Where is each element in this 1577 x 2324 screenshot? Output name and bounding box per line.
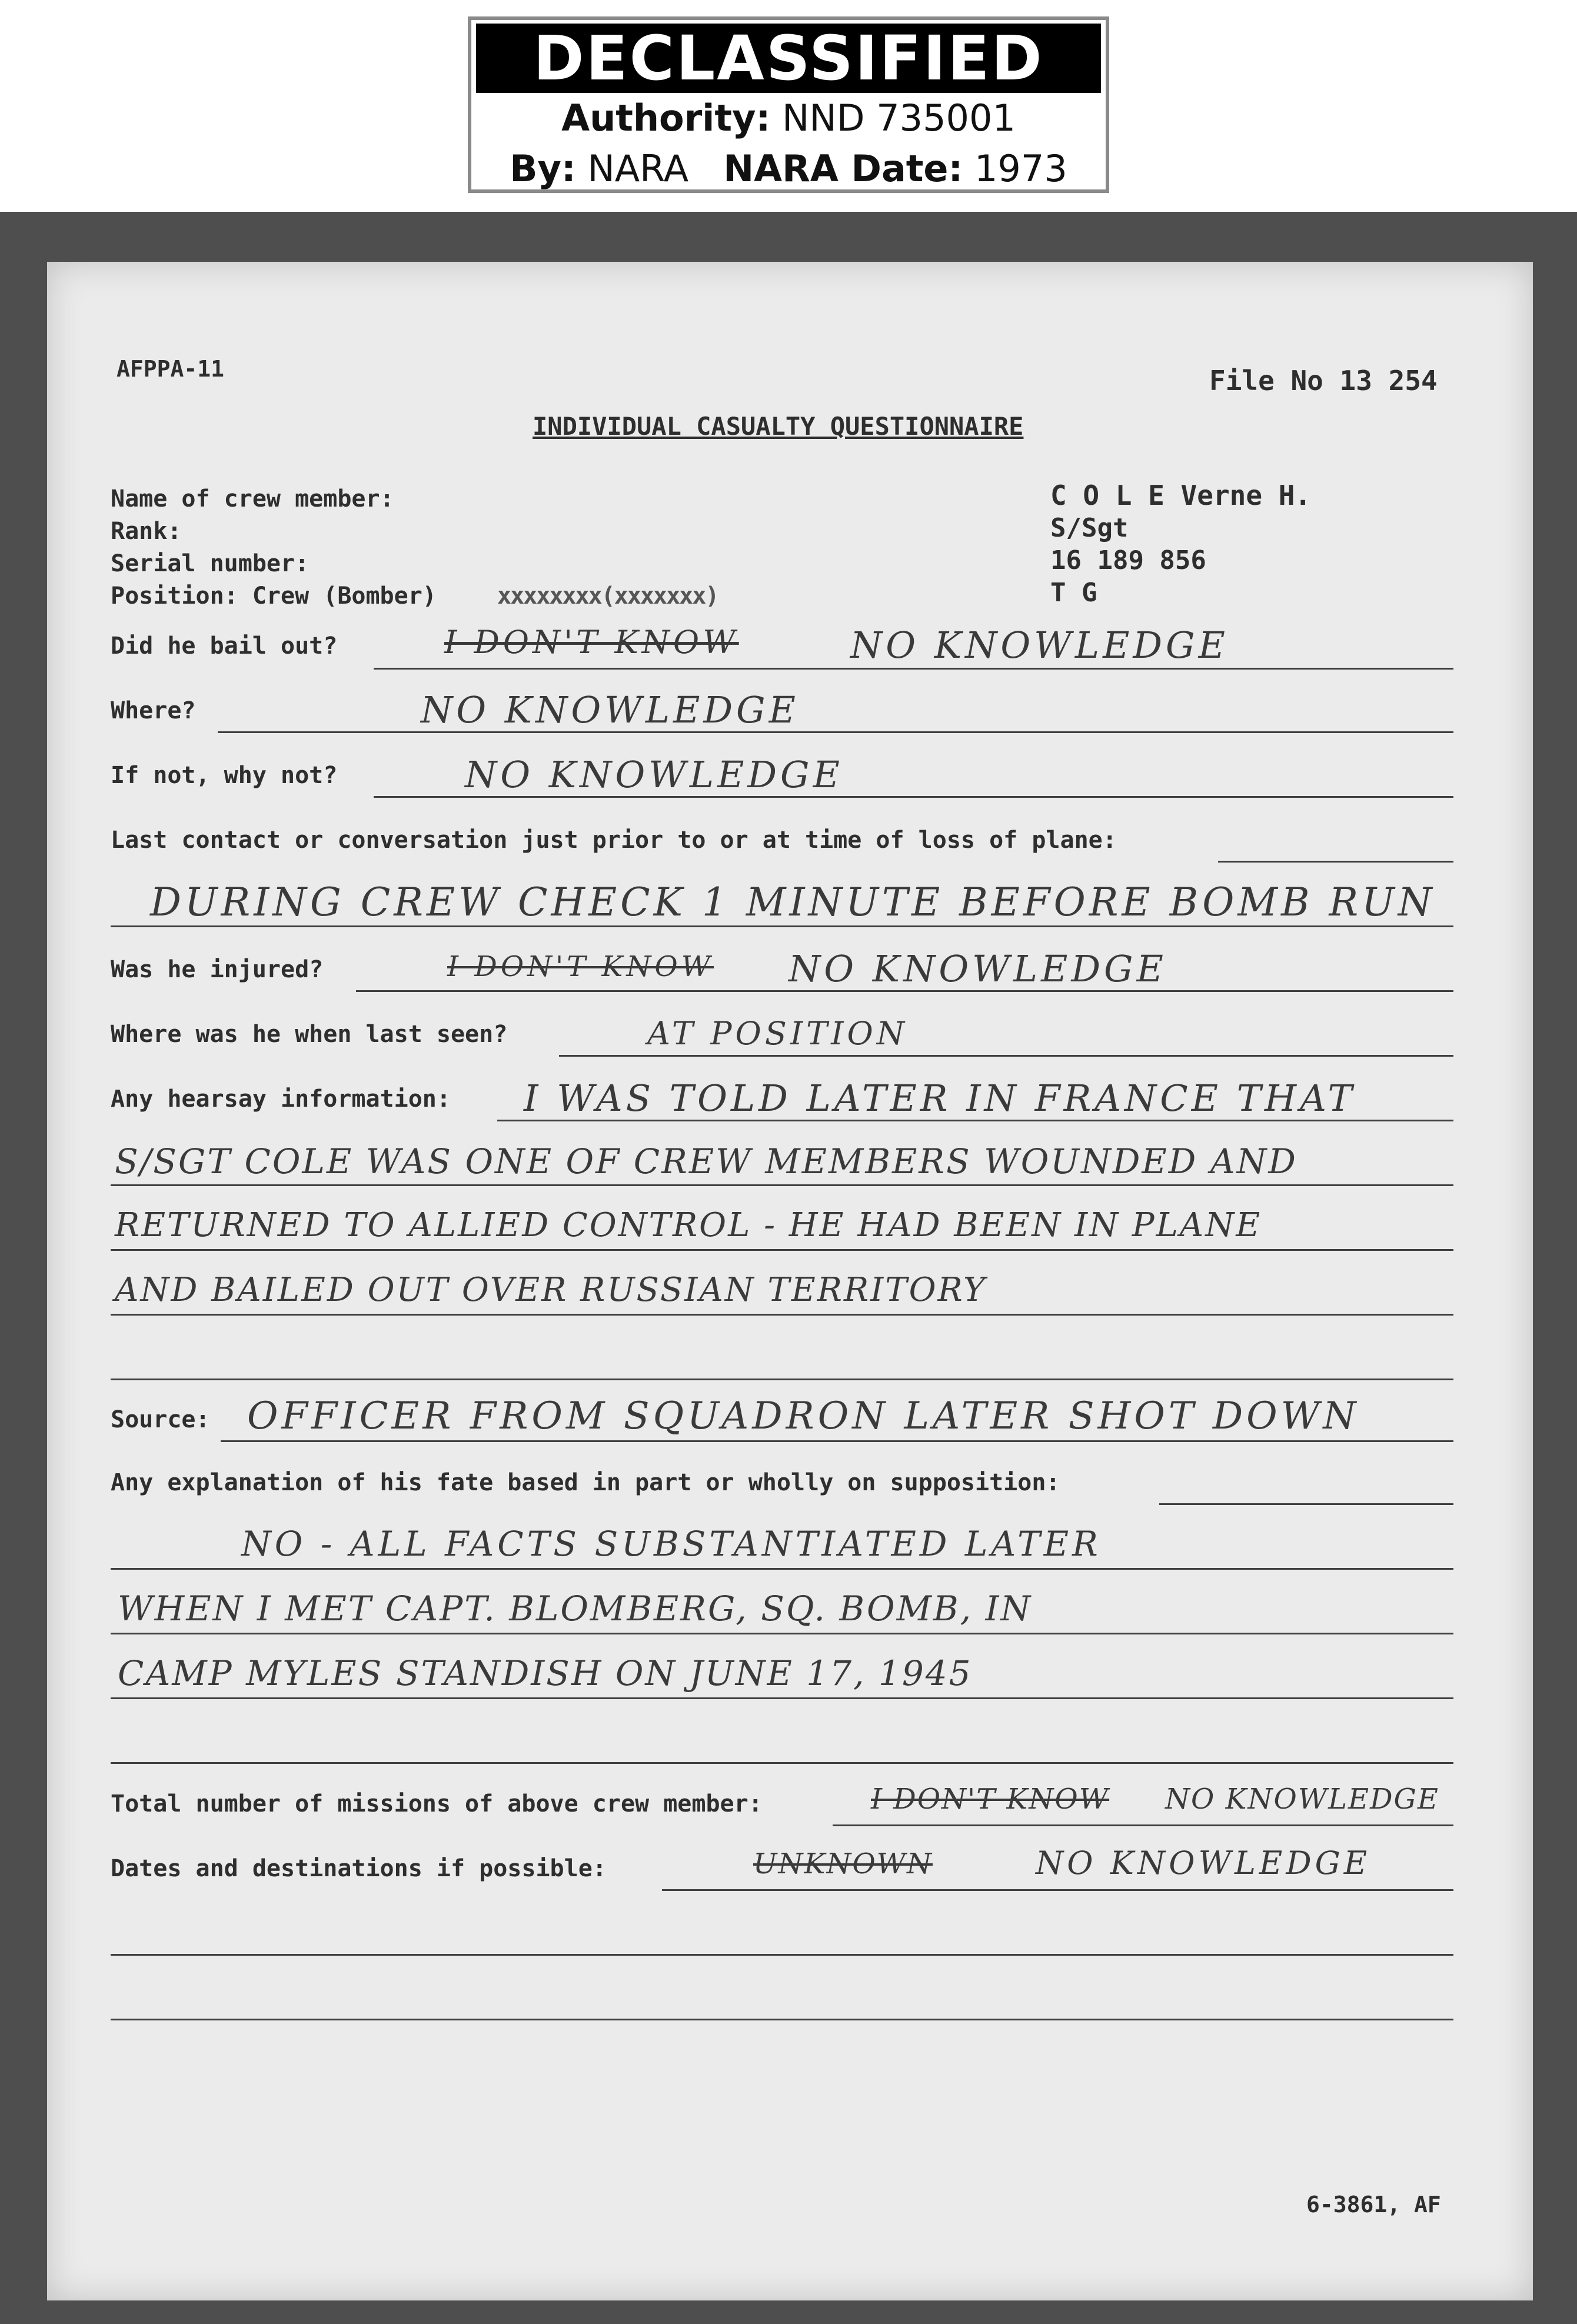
- injured-value: NO KNOWLEDGE: [788, 947, 1167, 990]
- explanation-line-3-text: CAMP MYLES STANDISH ON JUNE 17, 1945: [118, 1653, 973, 1693]
- source-label: Source:: [111, 1406, 210, 1433]
- bail-value: NO KNOWLEDGE: [850, 624, 1229, 667]
- hearsay-line-2-text: S/SGT COLE WAS ONE OF CREW MEMBERS WOUNDED AND: [115, 1141, 1297, 1181]
- bail-label: Did he bail out?: [111, 632, 338, 660]
- explanation-line-1-text: NO - ALL FACTS SUBSTANTIATED LATER: [241, 1524, 1102, 1564]
- hearsay-line-4: [111, 1314, 1453, 1316]
- where-line: [218, 731, 1453, 733]
- position-label: Position: Crew (Bomber): [111, 582, 437, 610]
- form-title: INDIVIDUAL CASUALTY QUESTIONNAIRE: [533, 412, 1024, 441]
- dates-label: Dates and destinations if possible:: [111, 1855, 607, 1882]
- hearsay-label: Any hearsay information:: [111, 1086, 451, 1113]
- stamp-authority: [471, 93, 1106, 144]
- authority-value: NND 735001: [782, 96, 1016, 139]
- missions-line: [833, 1824, 1453, 1826]
- dates-line: [662, 1889, 1453, 1891]
- explanation-line-2-text: WHEN I MET CAPT. BLOMBERG, SQ. BOMB, IN: [118, 1589, 1033, 1629]
- form-code: AFPPA-11: [117, 356, 225, 382]
- dates-line-2: [111, 1954, 1453, 1956]
- name-value: C O L E Verne H.: [1050, 480, 1312, 511]
- hearsay-line-2: [111, 1184, 1453, 1186]
- explanation-line-2: [111, 1633, 1453, 1634]
- injured-struck: I DON'T KNOW: [447, 950, 714, 983]
- where-label: Where?: [111, 697, 196, 724]
- explanation-label: Any explanation of his fate based in part or wholly on supposition:: [111, 1469, 1060, 1496]
- file-number: File No 13 254: [1209, 365, 1438, 397]
- authority-label: Authority:: [561, 96, 771, 139]
- declassified-stamp: [468, 16, 1109, 193]
- position-crossed-out: xxxxxxxx(xxxxxxx): [497, 582, 718, 610]
- ifnot-label: If not, why not?: [111, 762, 338, 789]
- last-seen-label: Where was he when last seen?: [111, 1021, 508, 1048]
- source-line: [221, 1440, 1453, 1442]
- dates-struck: UNKNOWN: [753, 1847, 933, 1880]
- last-contact-label: Last contact or conversation just prior to or at time of loss of plane:: [111, 827, 1117, 854]
- explanation-line-a: [1159, 1503, 1453, 1505]
- source-value: OFFICER FROM SQUADRON LATER SHOT DOWN: [247, 1394, 1360, 1438]
- questionnaire-page: [47, 262, 1533, 2300]
- last-seen-line: [559, 1055, 1453, 1057]
- explanation-line-4: [111, 1762, 1453, 1764]
- bail-line: [374, 668, 1453, 670]
- rank-label: Rank:: [111, 518, 182, 545]
- position-value: T G: [1050, 578, 1097, 608]
- injured-label: Was he injured?: [111, 956, 324, 983]
- footer-code: 6-3861, AF: [1306, 2192, 1441, 2218]
- missions-struck: I DON'T KNOW: [871, 1783, 1110, 1816]
- stamp-by-date: [471, 144, 1106, 194]
- by-label: By:: [510, 147, 576, 190]
- where-value: NO KNOWLEDGE: [421, 688, 799, 731]
- explanation-line-1: [111, 1568, 1453, 1570]
- last-contact-value: DURING CREW CHECK 1 MINUTE BEFORE BOMB RUN: [150, 880, 1436, 925]
- explanation-line-3: [111, 1697, 1453, 1699]
- hearsay-line-4-text: AND BAILED OUT OVER RUSSIAN TERRITORY: [115, 1271, 987, 1309]
- rank-value: S/Sgt: [1050, 513, 1129, 543]
- date-value: 1973: [974, 147, 1067, 190]
- stamp-title: DECLASSIFIED: [476, 24, 1101, 93]
- bail-struck: I DON'T KNOW: [444, 624, 739, 661]
- hearsay-line-5: [111, 1379, 1453, 1380]
- last-contact-line-b: [111, 925, 1453, 927]
- scanned-document: [0, 212, 1577, 2324]
- name-label: Name of crew member:: [111, 485, 394, 512]
- serial-label: Serial number:: [111, 550, 310, 577]
- hearsay-line-3: [111, 1249, 1453, 1251]
- dates-value: NO KNOWLEDGE: [1036, 1844, 1371, 1882]
- last-seen-value: AT POSITION: [647, 1015, 909, 1052]
- date-label: NARA Date:: [723, 147, 963, 190]
- hearsay-line-1: [497, 1120, 1453, 1121]
- serial-value: 16 189 856: [1050, 545, 1206, 575]
- hearsay-line-3-text: RETURNED TO ALLIED CONTROL - HE HAD BEEN IN PLANE: [115, 1206, 1262, 1244]
- ifnot-line: [374, 796, 1453, 798]
- ifnot-value: NO KNOWLEDGE: [465, 753, 843, 796]
- injured-line: [356, 990, 1453, 992]
- by-value: NARA: [587, 147, 689, 190]
- missions-label: Total number of missions of above crew member:: [111, 1790, 763, 1817]
- dates-line-3: [111, 2019, 1453, 2020]
- last-contact-line-a: [1218, 861, 1453, 863]
- hearsay-line-1-text: I WAS TOLD LATER IN FRANCE THAT: [524, 1077, 1356, 1120]
- missions-value: NO KNOWLEDGE: [1165, 1783, 1439, 1816]
